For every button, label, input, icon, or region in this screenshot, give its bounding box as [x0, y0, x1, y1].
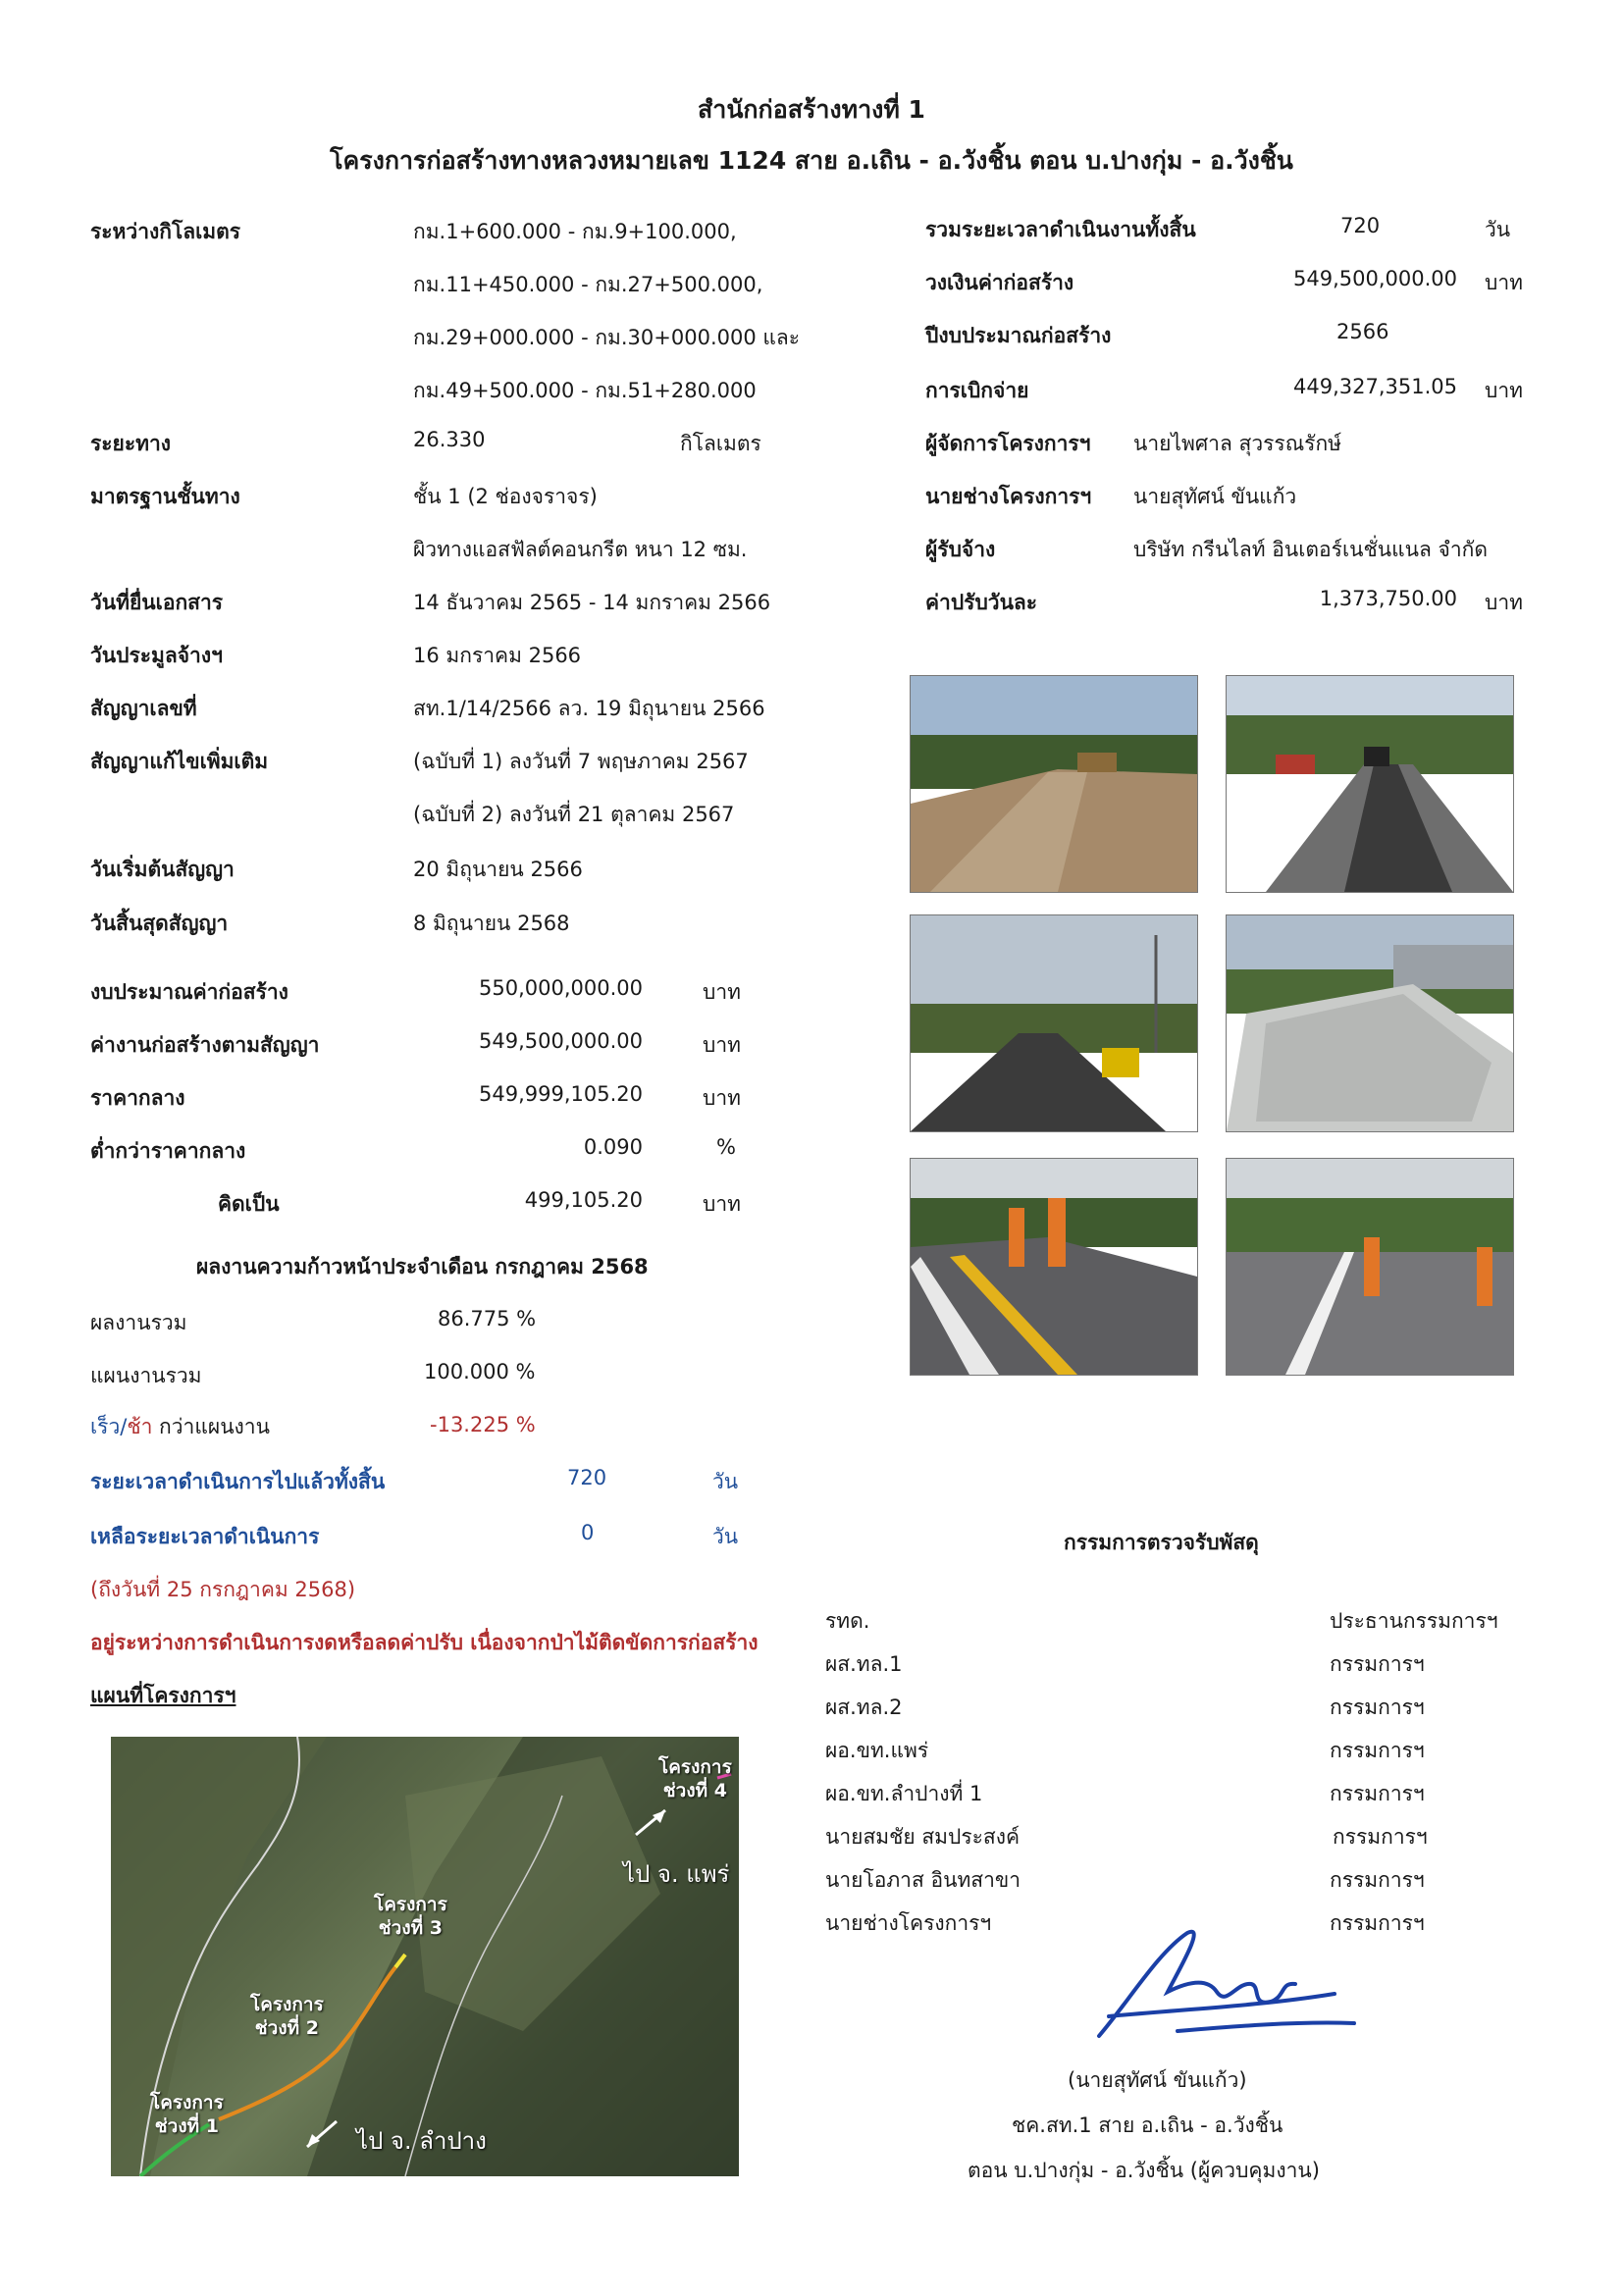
contract-label: สัญญาเลขที่: [90, 697, 197, 720]
progress-plan-label: แผนงานรวม: [90, 1364, 202, 1387]
map-label-phase-3: โครงการ ช่วงที่ 3: [374, 1894, 447, 1939]
below-unit: %: [716, 1135, 736, 1159]
signature-title-1: ชค.สท.1 สาย อ.เถิน - อ.วังชิ้น: [1012, 2113, 1283, 2137]
remain-value: 0: [581, 1521, 595, 1544]
auction-value: 16 มกราคม 2566: [413, 644, 582, 667]
map-label-phase-1: โครงการ ช่วงที่ 1: [150, 2092, 224, 2137]
disbursement-label: การเบิกจ่าย: [925, 379, 1029, 402]
signature-mark: [1040, 1913, 1364, 2061]
fine-label: ค่าปรับวันละ: [925, 591, 1038, 614]
end-label: วันสิ้นสุดสัญญา: [90, 912, 229, 935]
credit-value: 549,500,000.00: [1293, 267, 1457, 290]
distance-unit: กิโลเมตร: [680, 432, 761, 455]
fine-value: 1,373,750.00: [1319, 587, 1457, 610]
year-label: ปีงบประมาณก่อสร้าง: [925, 324, 1112, 347]
distance-value: 26.330: [413, 428, 486, 451]
median-value: 549,999,105.20: [479, 1082, 643, 1106]
committee-role: กรรมการฯ: [1330, 1696, 1425, 1719]
contractor-label: ผู้รับจ้าง: [925, 538, 996, 561]
equals-label: คิดเป็น: [218, 1192, 280, 1216]
progress-total-value: 86.775 %: [438, 1307, 537, 1331]
below-value: 0.090: [583, 1135, 643, 1159]
committee-name: ผอ.ขท.ลำปางที่ 1: [825, 1782, 983, 1805]
site-photo-5: [910, 1158, 1198, 1376]
standard-label: มาตรฐานชั้นทาง: [90, 485, 240, 508]
committee-name: ผอ.ขท.แพร่: [825, 1739, 929, 1762]
disbursement-value: 449,327,351.05: [1293, 375, 1457, 398]
committee-role: กรรมการฯ: [1333, 1825, 1428, 1849]
credit-label: วงเงินค่าก่อสร้าง: [925, 271, 1074, 294]
below-label: ต่ำกว่าราคากลาง: [90, 1139, 246, 1163]
submit-value: 14 ธันวาคม 2565 - 14 มกราคม 2566: [413, 591, 771, 614]
standard-value: ชั้น 1 (2 ช่องจราจร): [413, 485, 598, 508]
contract-price-label: ค่างานก่อสร้างตามสัญญา: [90, 1033, 320, 1057]
contract-value: สท.1/14/2566 ลว. 19 มิถุนายน 2566: [413, 697, 765, 720]
duration-unit: วัน: [1485, 218, 1511, 241]
progress-plan-value: 100.000 %: [424, 1360, 536, 1383]
distance-label: ระยะทาง: [90, 432, 172, 455]
committee-name: นายช่างโครงการฯ: [825, 1911, 992, 1935]
progress-diff-value: -13.225 %: [430, 1413, 536, 1436]
committee-name: นายสมชัย สมประสงค์: [825, 1825, 1021, 1849]
committee-role: กรรมการฯ: [1330, 1868, 1425, 1892]
site-photo-2: [1226, 675, 1514, 893]
amend-label: สัญญาแก้ไขเพิ่มเติม: [90, 750, 269, 773]
duration-label: รวมระยะเวลาดำเนินงานทั้งสิ้น: [925, 218, 1196, 241]
progress-title: ผลงานความก้าวหน้าประจำเดือน กรกฎาคม 2568: [196, 1255, 649, 1278]
map-label-phase-2: โครงการ ช่วงที่ 2: [250, 1994, 324, 2039]
start-label: วันเริ่มต้นสัญญา: [90, 858, 235, 881]
remain-label: เหลือระยะเวลาดำเนินการ: [90, 1525, 320, 1548]
start-value: 20 มิถุนายน 2566: [413, 858, 583, 881]
km-line: กม.49+500.000 - กม.51+280.000: [413, 379, 757, 402]
contract-price-value: 549,500,000.00: [479, 1029, 643, 1053]
map-label-phase-4: โครงการ ช่วงที่ 4: [658, 1756, 732, 1801]
amend-1: (ฉบับที่ 1) ลงวันที่ 7 พฤษภาคม 2567: [413, 750, 749, 773]
budget-label: งบประมาณค่าก่อสร้าง: [90, 980, 288, 1004]
diff-suffix: กว่าแผนงาน: [152, 1415, 270, 1438]
site-photo-1: [910, 675, 1198, 893]
site-photo-6: [1226, 1158, 1514, 1376]
elapsed-label: ระยะเวลาดำเนินการไปแล้วทั้งสิ้น: [90, 1470, 386, 1493]
committee-role: กรรมการฯ: [1330, 1782, 1425, 1805]
engineer-label: นายช่างโครงการฯ: [925, 485, 1092, 508]
elapsed-unit: วัน: [712, 1470, 739, 1493]
budget-value: 550,000,000.00: [479, 976, 643, 1000]
slow-label: ช้า: [127, 1415, 153, 1438]
budget-unit: บาท: [703, 980, 741, 1004]
km-line: กม.29+000.000 - กม.30+000.000 และ: [413, 326, 801, 349]
office-title: สำนักก่อสร้างทางที่ 1: [698, 95, 925, 124]
map-direction-lampang: ไป จ. ลำปาง: [356, 2127, 487, 2155]
site-photo-3: [910, 914, 1198, 1132]
committee-title: กรรมการตรวจรับพัสดุ: [1064, 1531, 1259, 1554]
engineer-value: นายสุทัศน์ ขันแก้ว: [1133, 485, 1297, 508]
project-map: [111, 1737, 739, 2176]
project-title: โครงการก่อสร้างทางหลวงหมายเลข 1124 สาย อ.เถิน - อ.วังชิ้น ตอน บ.ปางกุ่ม - อ.วังชิ้น: [330, 146, 1293, 175]
auction-label: วันประมูลจ้างฯ: [90, 644, 223, 667]
signature-name: (นายสุทัศน์ ขันแก้ว): [1068, 2068, 1247, 2092]
committee-role: ประธานกรรมการฯ: [1330, 1609, 1498, 1633]
equals-unit: บาท: [703, 1192, 741, 1216]
remain-unit: วัน: [712, 1525, 739, 1548]
progress-diff-label: [90, 1411, 270, 1443]
credit-unit: บาท: [1485, 271, 1523, 294]
fine-unit: บาท: [1485, 591, 1523, 614]
km-label: ระหว่างกิโลเมตร: [90, 220, 241, 243]
committee-name: ผส.ทล.2: [825, 1696, 903, 1719]
contractor-value: บริษัท กรีนไลท์ อินเตอร์เนชั่นแนล จำกัด: [1133, 538, 1488, 561]
end-value: 8 มิถุนายน 2568: [413, 912, 570, 935]
progress-note: อยู่ระหว่างการดำเนินการงดหรือลดค่าปรับ เนื่องจากป่าไม้ติดขัดการก่อสร้าง: [90, 1631, 759, 1654]
surface-value: ผิวทางแอสฟัลต์คอนกรีต หนา 12 ซม.: [413, 538, 748, 561]
amend-2: (ฉบับที่ 2) ลงวันที่ 21 ตุลาคม 2567: [413, 803, 735, 826]
duration-value: 720: [1340, 214, 1381, 237]
site-photo-4: [1226, 914, 1514, 1132]
committee-role: กรรมการฯ: [1330, 1911, 1425, 1935]
median-unit: บาท: [703, 1086, 741, 1110]
progress-total-label: ผลงานรวม: [90, 1311, 187, 1334]
median-label: ราคากลาง: [90, 1086, 185, 1110]
submit-label: วันที่ยื่นเอกสาร: [90, 591, 224, 614]
committee-role: กรรมการฯ: [1330, 1652, 1425, 1676]
committee-name: นายโอภาส อินทสาขา: [825, 1868, 1021, 1892]
signature-title-2: ตอน บ.ปางกุ่ม - อ.วังชิ้น (ผู้ควบคุมงาน): [968, 2159, 1320, 2182]
elapsed-value: 720: [567, 1466, 607, 1489]
fast-label: เร็ว/: [90, 1415, 128, 1438]
equals-value: 499,105.20: [524, 1188, 643, 1212]
map-direction-phrae: ไป จ. แพร่: [623, 1860, 730, 1888]
manager-value: นายไพศาล สุวรรณรักษ์: [1133, 432, 1342, 455]
km-line: กม.1+600.000 - กม.9+100.000,: [413, 220, 737, 243]
km-line: กม.11+450.000 - กม.27+500.000,: [413, 273, 763, 296]
committee-name: ผส.ทล.1: [825, 1652, 903, 1676]
as-of-date: (ถึงวันที่ 25 กรกฎาคม 2568): [90, 1578, 356, 1601]
year-value: 2566: [1336, 320, 1389, 343]
disbursement-unit: บาท: [1485, 379, 1523, 402]
map-title: แผนที่โครงการฯ: [90, 1684, 236, 1707]
contract-price-unit: บาท: [703, 1033, 741, 1057]
committee-name: รทด.: [825, 1609, 870, 1633]
committee-role: กรรมการฯ: [1330, 1739, 1425, 1762]
manager-label: ผู้จัดการโครงการฯ: [925, 432, 1091, 455]
